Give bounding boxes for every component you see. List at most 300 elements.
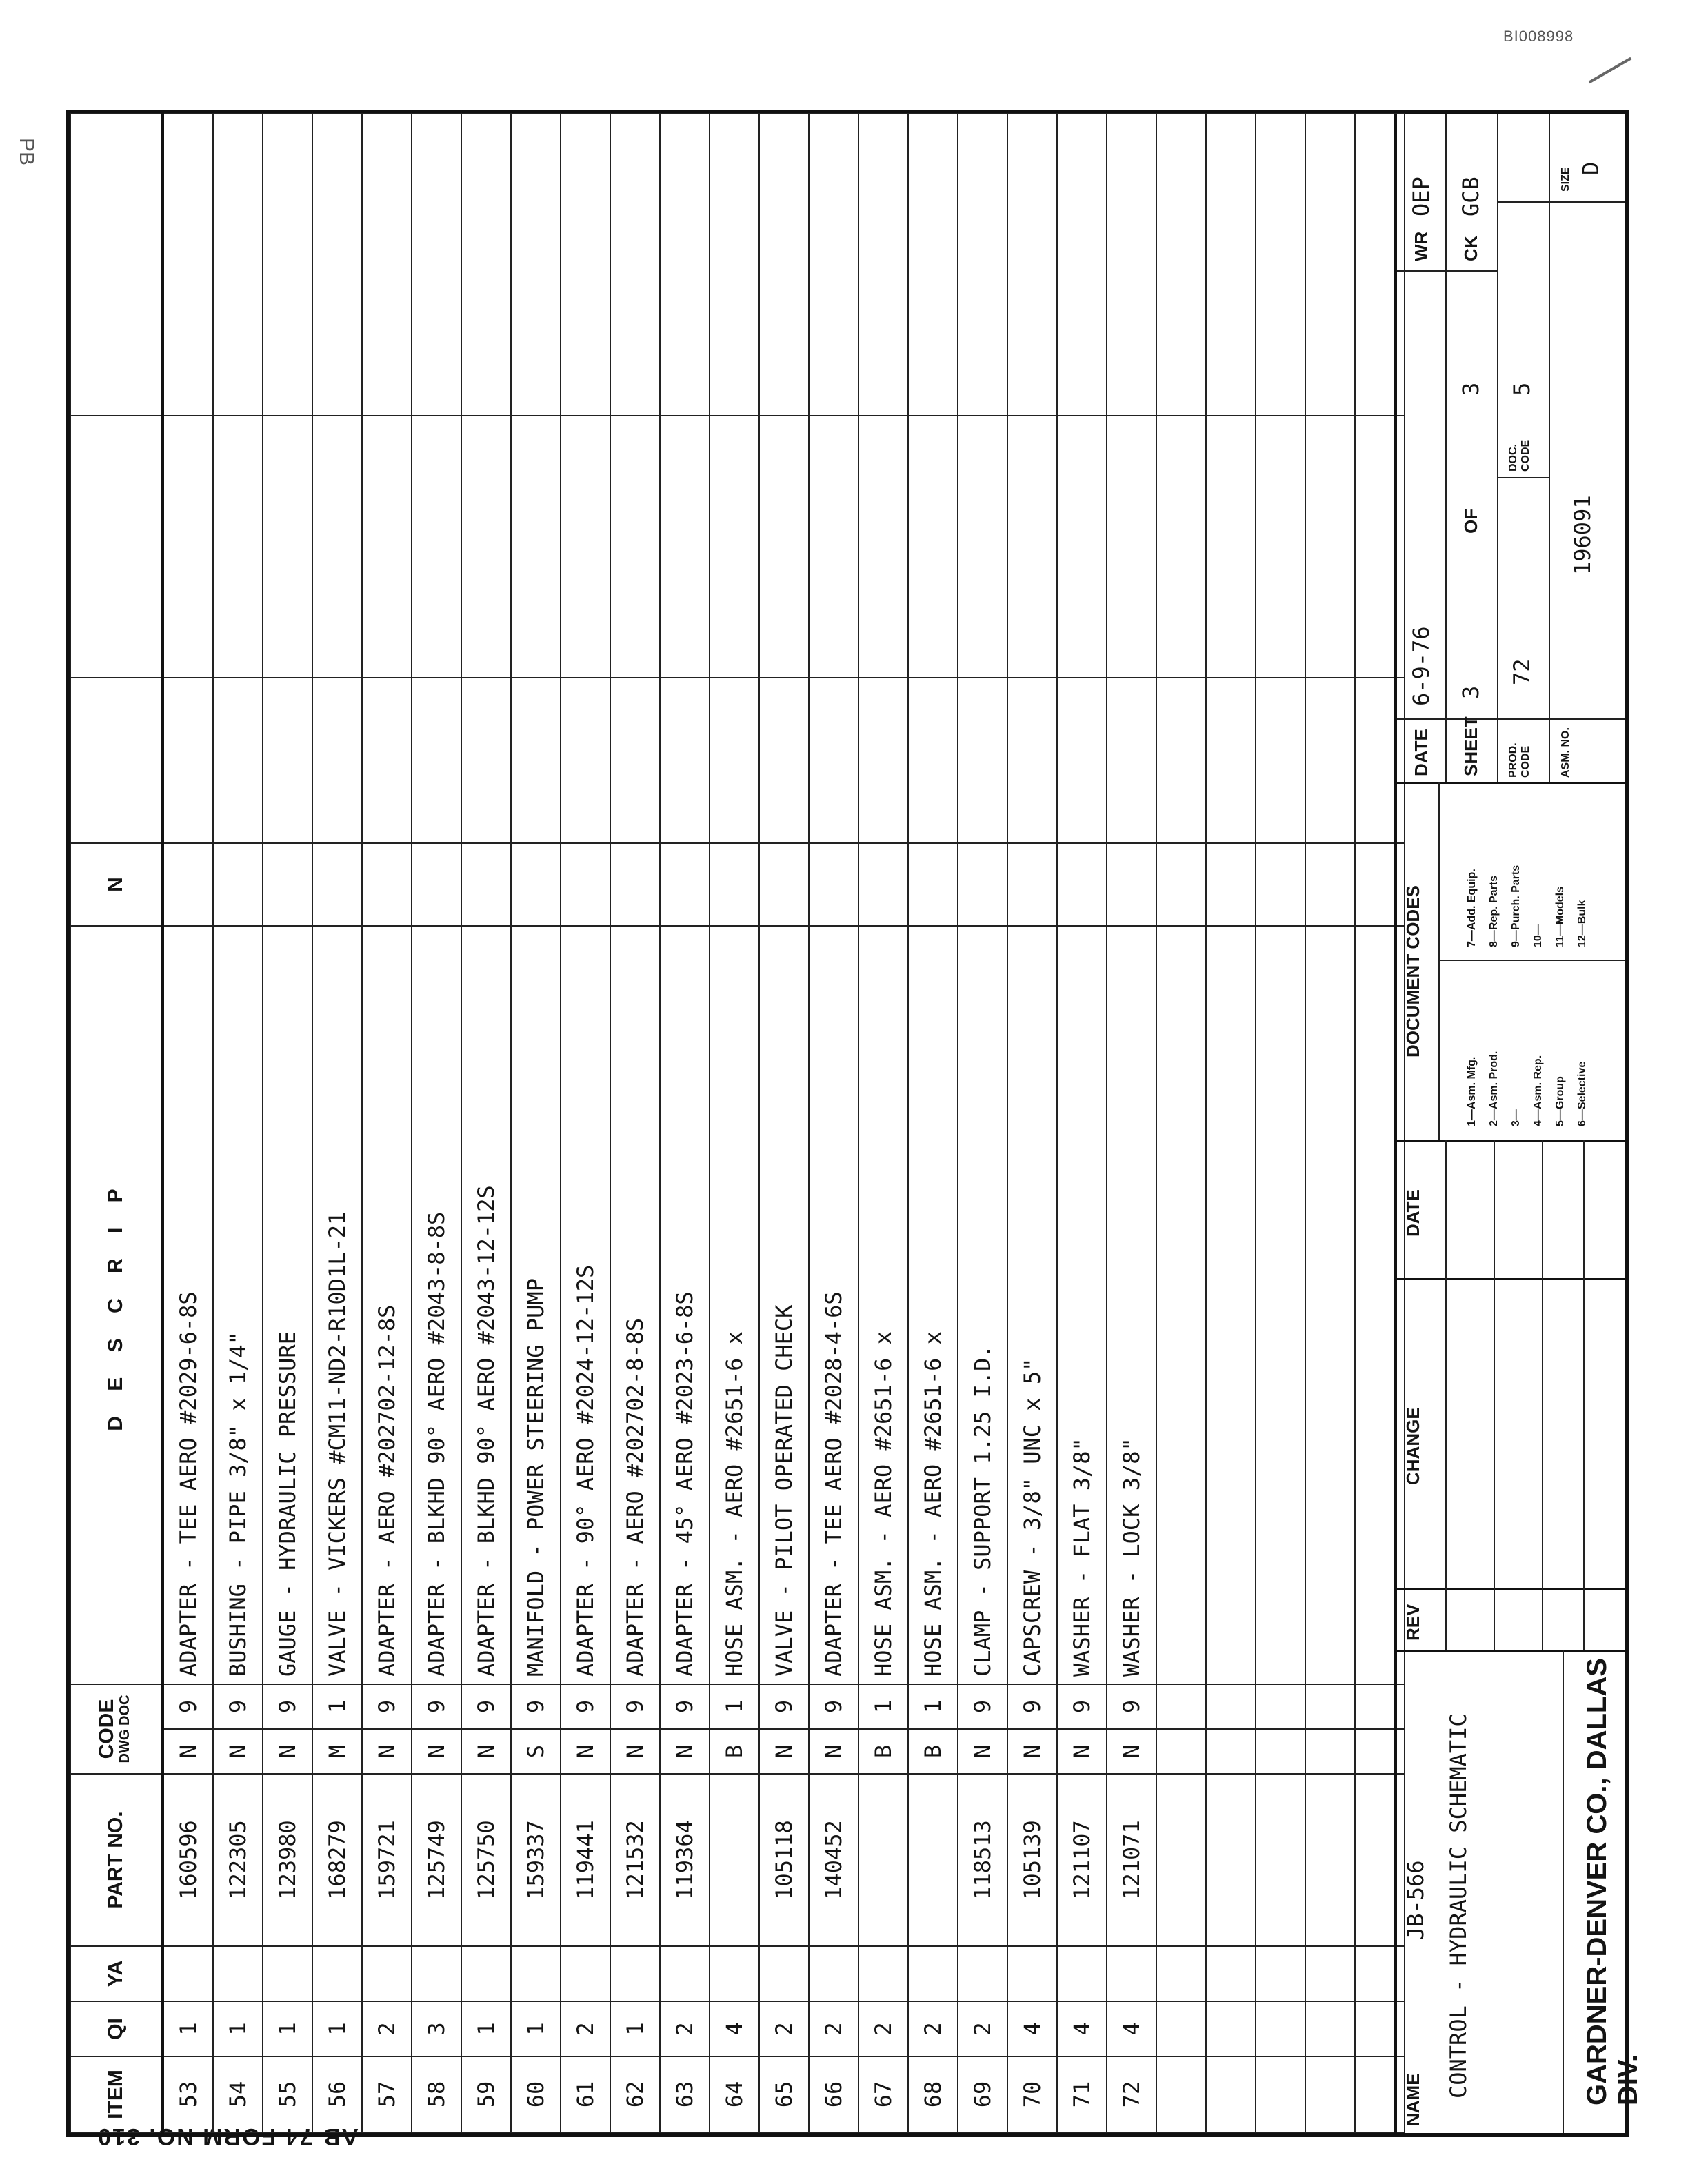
header-qty: QI (70, 2001, 163, 2056)
item-cell (1305, 2056, 1355, 2132)
document-code-item: 8—Rep. Parts (1488, 875, 1500, 947)
change-date-label: DATE (1403, 1189, 1423, 1237)
doc-code-cell: 1 (908, 1684, 958, 1729)
qty-cell: 4 (710, 2001, 759, 2056)
doc-code-label: DOC. CODE (1507, 439, 1531, 472)
qty-cell: 1 (163, 2001, 214, 2056)
n-cell (958, 843, 1007, 926)
asm-no-value: 196091 (1569, 495, 1596, 575)
name-label: NAME (1403, 2073, 1423, 2126)
description-cell: WASHER - FLAT 3/8" (1057, 926, 1107, 1684)
blank-cell-1 (213, 678, 263, 843)
n-cell (511, 843, 561, 926)
blank-cell-1 (561, 678, 610, 843)
blank-cell-2 (263, 416, 312, 678)
blank-cell-1 (163, 678, 214, 843)
item-cell: 66 (809, 2056, 858, 2132)
wr-value: OEP (1408, 176, 1434, 216)
item-cell: 63 (660, 2056, 710, 2132)
table-row (660, 114, 710, 2132)
dwg-code-cell: S (511, 1729, 561, 1774)
table-row (610, 114, 660, 2132)
ya-cell (660, 1946, 710, 2001)
ya-cell (858, 1946, 908, 2001)
table-row (362, 114, 412, 2132)
n-cell (908, 843, 958, 926)
n-cell (710, 843, 759, 926)
doc-code-cell: 9 (1057, 1684, 1107, 1729)
doc-code-cell (1305, 1684, 1355, 1729)
dwg-code-cell: N (561, 1729, 610, 1774)
blank-cell-3 (1057, 114, 1107, 416)
description-cell: GAUGE - HYDRAULIC PRESSURE (263, 926, 312, 1684)
part-no-cell: 123980 (263, 1774, 312, 1946)
ya-cell (710, 1946, 759, 2001)
blank-cell-3 (660, 114, 710, 416)
title-block (1394, 114, 1643, 2133)
parts-list-sheet (66, 110, 1643, 2137)
form-number: AB-74 FORM NO. 310 (97, 2123, 359, 2150)
date-value: 6-9-76 (1408, 626, 1434, 706)
part-no-cell: 119441 (561, 1774, 610, 1946)
part-no-cell: 121532 (610, 1774, 660, 1946)
blank-cell-3 (312, 114, 362, 416)
doc-code-cell: 9 (362, 1684, 412, 1729)
blank-cell-3 (908, 114, 958, 416)
dwg-code-cell: N (1057, 1729, 1107, 1774)
item-cell: 60 (511, 2056, 561, 2132)
table-row (908, 114, 958, 2132)
table-row (1057, 114, 1107, 2132)
description-cell: ADAPTER - TEE AERO #2029-6-8S (163, 926, 214, 1684)
header-ya: YA (70, 1946, 163, 2001)
n-cell (610, 843, 660, 926)
wr-label: WR (1411, 231, 1431, 261)
blank-cell-1 (362, 678, 412, 843)
blank-cell-2 (213, 416, 263, 678)
n-cell (660, 843, 710, 926)
dwg-code-cell: N (362, 1729, 412, 1774)
item-cell: 62 (610, 2056, 660, 2132)
blank-cell-3 (1256, 114, 1305, 416)
description-cell: ADAPTER - 45° AERO #2023-6-8S (660, 926, 710, 1684)
blank-cell-2 (660, 416, 710, 678)
n-cell (1305, 843, 1355, 926)
part-no-cell: 159337 (511, 1774, 561, 1946)
dwg-code-cell: B (908, 1729, 958, 1774)
dwg-code-cell (1305, 1729, 1355, 1774)
info-box (1397, 114, 1625, 782)
blank-cell-3 (958, 114, 1007, 416)
blank-cell-3 (461, 114, 511, 416)
qty-cell: 4 (1057, 2001, 1107, 2056)
qty-cell: 1 (610, 2001, 660, 2056)
table-row (412, 114, 461, 2132)
blank-cell-2 (958, 416, 1007, 678)
part-no-cell: 121071 (1107, 1774, 1156, 1946)
qty-cell (1156, 2001, 1206, 2056)
qty-cell: 2 (660, 2001, 710, 2056)
n-cell (412, 843, 461, 926)
part-no-cell (1305, 1774, 1355, 1946)
blank-cell-3 (1007, 114, 1057, 416)
doc-code-cell (1256, 1684, 1305, 1729)
blank-cell-2 (610, 416, 660, 678)
description-cell: MANIFOLD - POWER STEERING PUMP (511, 926, 561, 1684)
prod-code-value: 72 (1509, 658, 1535, 685)
dwg-code-cell: N (958, 1729, 1007, 1774)
blank-cell-1 (511, 678, 561, 843)
part-no-cell (908, 1774, 958, 1946)
doc-code-cell: 9 (1007, 1684, 1057, 1729)
ya-cell (1107, 1946, 1156, 2001)
document-code-item: 6—Selective (1576, 1061, 1588, 1126)
document-code-item: 4—Asm. Rep. (1532, 1055, 1544, 1126)
codes-right-list (1466, 865, 1598, 947)
part-no-cell: 160596 (163, 1774, 214, 1946)
blank-cell-3 (710, 114, 759, 416)
n-cell (362, 843, 412, 926)
dwg-code-cell (1206, 1729, 1256, 1774)
table-row (1206, 114, 1256, 2132)
blank-cell-1 (660, 678, 710, 843)
qty-cell: 2 (958, 2001, 1007, 2056)
doc-code-cell: 9 (461, 1684, 511, 1729)
ya-cell (312, 1946, 362, 2001)
header-blank-1 (70, 678, 163, 843)
description-cell: VALVE - VICKERS #CM11-ND2-R10D1L-21 (312, 926, 362, 1684)
rev-box (1397, 1588, 1625, 1650)
header-code (70, 1684, 163, 1774)
blank-cell-2 (1206, 416, 1256, 678)
description-cell (1256, 926, 1305, 1684)
description-cell: CAPSCREW - 3/8" UNC x 5" (1007, 926, 1057, 1684)
dwg-code-cell: N (610, 1729, 660, 1774)
header-doc: DOC (117, 1695, 132, 1726)
doc-code-cell (1206, 1684, 1256, 1729)
document-code-item: 3— (1510, 1109, 1522, 1126)
doc-code-cell: 1 (710, 1684, 759, 1729)
ya-cell (809, 1946, 858, 2001)
part-no-cell: 125750 (461, 1774, 511, 1946)
part-no-cell: 159721 (362, 1774, 412, 1946)
dwg-code-cell: N (1107, 1729, 1156, 1774)
table-row (710, 114, 759, 2132)
qty-cell: 4 (1107, 2001, 1156, 2056)
ya-cell (263, 1946, 312, 2001)
dwg-code-cell: N (660, 1729, 710, 1774)
ya-cell (511, 1946, 561, 2001)
qty-cell: 2 (858, 2001, 908, 2056)
n-cell (312, 843, 362, 926)
dwg-code-cell: N (163, 1729, 214, 1774)
asm-no-label: ASM. NO. (1560, 727, 1571, 778)
doc-code-cell: 9 (958, 1684, 1007, 1729)
blank-cell-1 (759, 678, 809, 843)
doc-code-cell: 9 (809, 1684, 858, 1729)
header-blank-2 (70, 416, 163, 678)
document-id: BI008998 (1503, 28, 1574, 45)
ck-label: CK (1460, 235, 1481, 261)
n-cell (1206, 843, 1256, 926)
blank-cell-1 (958, 678, 1007, 843)
doc-code-cell: 1 (312, 1684, 362, 1729)
qty-cell: 1 (461, 2001, 511, 2056)
part-no-cell: 168279 (312, 1774, 362, 1946)
change-date-box (1397, 1140, 1625, 1278)
header-blank-3 (70, 114, 163, 416)
blank-cell-2 (710, 416, 759, 678)
header-dwg: DWG (117, 1729, 132, 1763)
ya-cell (610, 1946, 660, 2001)
blank-cell-2 (312, 416, 362, 678)
header-code-label: CODE (95, 1699, 118, 1759)
blank-cell-2 (1007, 416, 1057, 678)
blank-cell-1 (263, 678, 312, 843)
n-cell (858, 843, 908, 926)
document-codes-box (1397, 782, 1625, 1140)
table-row (958, 114, 1007, 2132)
doc-code-cell: 1 (858, 1684, 908, 1729)
n-cell (213, 843, 263, 926)
part-no-cell: 125749 (412, 1774, 461, 1946)
item-cell: 57 (362, 2056, 412, 2132)
document-code-item: 10— (1532, 924, 1544, 947)
blank-cell-1 (908, 678, 958, 843)
blank-cell-2 (809, 416, 858, 678)
n-cell (561, 843, 610, 926)
table-row (263, 114, 312, 2132)
qty-cell (1206, 2001, 1256, 2056)
description-cell: WASHER - LOCK 3/8" (1107, 926, 1156, 1684)
n-cell (163, 843, 214, 926)
doc-code-cell: 9 (263, 1684, 312, 1729)
qty-cell (1305, 2001, 1355, 2056)
blank-cell-3 (1305, 114, 1355, 416)
doc-code-value: 5 (1509, 382, 1535, 396)
blank-cell-1 (710, 678, 759, 843)
blank-cell-1 (1206, 678, 1256, 843)
blank-cell-3 (561, 114, 610, 416)
ya-cell (1057, 1946, 1107, 2001)
description-cell: ADAPTER - 90° AERO #2024-12-12S (561, 926, 610, 1684)
dwg-code-cell: B (858, 1729, 908, 1774)
blank-cell-2 (1156, 416, 1206, 678)
document-code-item: 1—Asm. Mfg. (1466, 1056, 1478, 1126)
ya-cell (163, 1946, 214, 2001)
blank-cell-2 (362, 416, 412, 678)
blank-cell-1 (461, 678, 511, 843)
n-cell (759, 843, 809, 926)
description-cell: ADAPTER - AERO #202702-12-8S (362, 926, 412, 1684)
ck-value: GCB (1458, 176, 1484, 216)
blank-cell-1 (312, 678, 362, 843)
doc-code-cell: 9 (412, 1684, 461, 1729)
ya-cell (1256, 1946, 1305, 2001)
item-cell: 61 (561, 2056, 610, 2132)
corner-mark: PB (15, 138, 38, 166)
part-no-cell: 119364 (660, 1774, 710, 1946)
part-no-cell (858, 1774, 908, 1946)
description-cell: CLAMP - SUPPORT 1.25 I.D. (958, 926, 1007, 1684)
doc-code-cell (1156, 1684, 1206, 1729)
blank-cell-3 (610, 114, 660, 416)
size-value: D (1578, 161, 1604, 175)
ya-cell (461, 1946, 511, 2001)
rotated-form (70, 114, 1643, 2133)
table-row (163, 114, 214, 2132)
item-cell: 58 (412, 2056, 461, 2132)
table-row (1256, 114, 1305, 2132)
table-row (858, 114, 908, 2132)
blank-cell-3 (213, 114, 263, 416)
part-no-cell: 122305 (213, 1774, 263, 1946)
document-code-item: 12—Bulk (1576, 900, 1588, 947)
blank-cell-1 (412, 678, 461, 843)
table-row (809, 114, 858, 2132)
qty-cell (1256, 2001, 1305, 2056)
item-cell: 67 (858, 2056, 908, 2132)
blank-cell-1 (858, 678, 908, 843)
blank-cell-3 (759, 114, 809, 416)
date-label: DATE (1411, 729, 1431, 776)
table-row (561, 114, 610, 2132)
qty-cell: 1 (263, 2001, 312, 2056)
ya-cell (213, 1946, 263, 2001)
item-cell: 56 (312, 2056, 362, 2132)
part-no-cell (1156, 1774, 1206, 1946)
blank-cell-1 (1107, 678, 1156, 843)
part-no-cell: 140452 (809, 1774, 858, 1946)
doc-code-cell: 9 (561, 1684, 610, 1729)
qty-cell: 2 (561, 2001, 610, 2056)
qty-cell: 3 (412, 2001, 461, 2056)
blank-cell-3 (163, 114, 214, 416)
item-cell (1256, 2056, 1305, 2132)
item-cell: 54 (213, 2056, 263, 2132)
dwg-code-cell: M (312, 1729, 362, 1774)
n-cell (263, 843, 312, 926)
doc-code-cell: 9 (610, 1684, 660, 1729)
name-value: JB-566 (1403, 1860, 1429, 1940)
blank-cell-1 (1305, 678, 1355, 843)
blank-cell-3 (412, 114, 461, 416)
table-header-row (70, 114, 163, 2132)
size-label: SIZE (1560, 167, 1571, 192)
dwg-code-cell: N (461, 1729, 511, 1774)
ya-cell (362, 1946, 412, 2001)
n-cell (1156, 843, 1206, 926)
blank-cell-2 (908, 416, 958, 678)
item-cell: 68 (908, 2056, 958, 2132)
dwg-code-cell: N (759, 1729, 809, 1774)
n-cell (461, 843, 511, 926)
description-cell: ADAPTER - AERO #202702-8-8S (610, 926, 660, 1684)
blank-cell-2 (163, 416, 214, 678)
part-no-cell (1206, 1774, 1256, 1946)
doc-code-cell: 9 (1107, 1684, 1156, 1729)
doc-code-cell: 9 (163, 1684, 214, 1729)
of-value: 3 (1458, 382, 1484, 396)
blank-cell-2 (1107, 416, 1156, 678)
part-no-cell: 121107 (1057, 1774, 1107, 1946)
blank-cell-2 (461, 416, 511, 678)
blank-cell-1 (809, 678, 858, 843)
blank-cell-2 (561, 416, 610, 678)
blank-cell-3 (858, 114, 908, 416)
doc-code-cell: 9 (511, 1684, 561, 1729)
dwg-code-cell: N (1007, 1729, 1057, 1774)
ya-cell (1156, 1946, 1206, 2001)
table-row (461, 114, 511, 2132)
table-row (1007, 114, 1057, 2132)
qty-cell: 1 (213, 2001, 263, 2056)
header-part-no: PART NO. (70, 1774, 163, 1946)
part-no-cell: 118513 (958, 1774, 1007, 1946)
sheet-value: 3 (1458, 685, 1484, 699)
blank-cell-1 (610, 678, 660, 843)
parts-table (70, 113, 1405, 2133)
blank-cell-3 (511, 114, 561, 416)
doc-codes-label: DOCUMENT CODES (1403, 885, 1423, 1058)
item-cell: 64 (710, 2056, 759, 2132)
dwg-code-cell: N (263, 1729, 312, 1774)
ya-cell (1305, 1946, 1355, 2001)
dwg-code-cell: N (213, 1729, 263, 1774)
description-cell (1305, 926, 1355, 1684)
table-row (1305, 114, 1355, 2132)
doc-code-cell: 9 (660, 1684, 710, 1729)
n-cell (1057, 843, 1107, 926)
ya-cell (1206, 1946, 1256, 2001)
document-code-item: 2—Asm. Prod. (1488, 1051, 1500, 1126)
table-row (213, 114, 263, 2132)
blank-cell-3 (809, 114, 858, 416)
description-cell: ADAPTER - BLKHD 90° AERO #2043-12-12S (461, 926, 511, 1684)
description-cell (1206, 926, 1256, 1684)
description-cell: HOSE ASM. - AERO #2651-6 x (710, 926, 759, 1684)
header-n: N (70, 843, 163, 926)
blank-cell-2 (759, 416, 809, 678)
ya-cell (759, 1946, 809, 2001)
dwg-code-cell: N (412, 1729, 461, 1774)
dwg-code-cell: N (809, 1729, 858, 1774)
of-label: OF (1460, 508, 1481, 534)
codes-left-list (1466, 1051, 1598, 1126)
dwg-code-cell (1156, 1729, 1206, 1774)
description-cell: ADAPTER - BLKHD 90° AERO #2043-8-8S (412, 926, 461, 1684)
pen-tick-mark (1589, 57, 1632, 83)
blank-cell-2 (1305, 416, 1355, 678)
item-cell (1206, 2056, 1256, 2132)
sheet-label: SHEET (1460, 716, 1481, 776)
blank-cell-3 (362, 114, 412, 416)
part-no-cell: 105139 (1007, 1774, 1057, 1946)
item-cell: 55 (263, 2056, 312, 2132)
blank-cell-2 (1057, 416, 1107, 678)
blank-cell-1 (1256, 678, 1305, 843)
document-code-item: 7—Add. Equip. (1466, 869, 1478, 947)
ya-cell (412, 1946, 461, 2001)
change-box (1397, 1278, 1625, 1588)
n-cell (809, 843, 858, 926)
name-box (1397, 1650, 1643, 2133)
description-cell: HOSE ASM. - AERO #2651-6 x (908, 926, 958, 1684)
qty-cell: 1 (511, 2001, 561, 2056)
item-cell: 72 (1107, 2056, 1156, 2132)
description-cell: HOSE ASM. - AERO #2651-6 x (858, 926, 908, 1684)
doc-code-cell: 9 (213, 1684, 263, 1729)
